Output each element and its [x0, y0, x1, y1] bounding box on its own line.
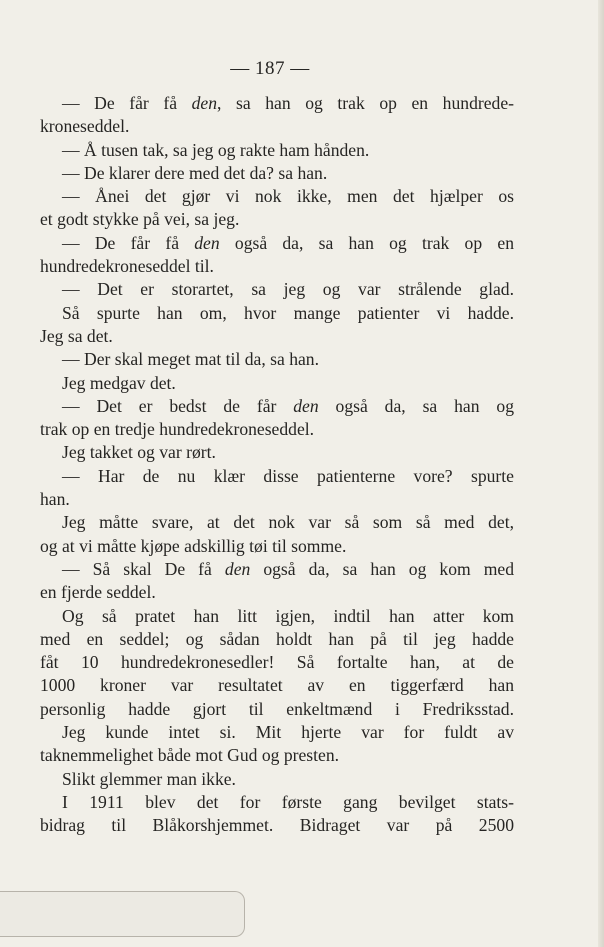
italic-text: den	[191, 93, 218, 113]
text-segment: — De får få	[62, 232, 195, 253]
text-segment: — De klarer dere med det da? sa han.	[62, 162, 328, 183]
text-line	[40, 488, 514, 511]
text-segment: hundredekroneseddel til.	[40, 256, 214, 277]
text-segment: også da, sa han og	[318, 395, 514, 416]
text-line	[40, 511, 514, 534]
italic-text: den	[224, 558, 251, 579]
text-line	[40, 628, 514, 651]
library-label	[0, 891, 245, 937]
text-line	[40, 395, 514, 418]
text-segment: en fjerde seddel.	[40, 582, 156, 603]
text-segment: — Ånei det gjør vi nok ikke, men det hjælper os	[62, 186, 514, 207]
text-line	[40, 721, 514, 744]
text-segment: fåt 10 hundredekronesedler! Så fortalte han, at de	[40, 652, 514, 673]
text-segment: Jeg måtte svare, at det nok var så som så med det,	[62, 512, 514, 533]
text-line	[40, 348, 514, 371]
text-segment: — Å tusen tak, sa jeg og rakte ham hånden.	[62, 139, 370, 160]
page-edge	[598, 0, 604, 947]
text-segment: personlig hadde gjort til enkeltmænd i Fredriksstad.	[40, 698, 514, 719]
text-segment: trak op en tredje hundredekroneseddel.	[40, 419, 315, 440]
body-text	[40, 92, 514, 838]
italic-text: den	[293, 395, 319, 416]
text-line	[40, 674, 514, 697]
text-segment: og at vi måtte kjøpe adskillig tøi til somme.	[40, 535, 347, 556]
text-line	[40, 139, 514, 162]
text-line	[40, 651, 514, 674]
text-segment: Jeg takket og var rørt.	[62, 442, 216, 463]
text-segment: — De får få	[62, 93, 192, 113]
text-line	[40, 372, 514, 395]
text-line	[40, 441, 514, 464]
text-line	[40, 418, 514, 441]
text-segment: 1000 kroner var resultatet av en tiggerfærd han	[40, 675, 514, 696]
text-segment: Jeg sa det.	[40, 325, 113, 346]
text-segment: I 1911 blev det for første gang bevilget stats-	[62, 791, 514, 812]
text-line	[40, 814, 514, 837]
text-segment: — Det er bedst de får	[62, 395, 294, 416]
text-segment: Så spurte han om, hvor mange patienter vi hadde.	[62, 302, 514, 323]
text-segment: — Så skal De få	[62, 558, 225, 579]
text-line	[40, 255, 514, 278]
text-line	[40, 791, 514, 814]
text-line	[40, 278, 514, 301]
text-segment: også da, sa han og trak op en	[219, 232, 514, 253]
text-line	[40, 605, 514, 628]
text-line	[40, 115, 514, 138]
text-segment: bidrag til Blåkorshjemmet. Bidraget var på 2500	[40, 815, 514, 836]
text-line	[40, 325, 514, 348]
text-segment: et godt stykke på vei, sa jeg.	[40, 209, 240, 230]
text-line	[40, 302, 514, 325]
text-segment: Og så pratet han litt igjen, indtil han atter kom	[62, 605, 514, 626]
text-segment: Slikt glemmer man ikke.	[62, 768, 236, 789]
text-segment: — Det er storartet, sa jeg og var strålende glad.	[62, 279, 514, 300]
text-line	[40, 465, 514, 488]
text-segment: også da, sa han og kom med	[250, 558, 515, 579]
page-number: — 187 —	[230, 58, 310, 79]
text-segment: taknemmelighet både mot Gud og presten.	[40, 745, 340, 766]
text-line	[40, 768, 514, 791]
text-line	[40, 558, 514, 581]
text-line	[40, 92, 514, 115]
text-line	[40, 744, 514, 767]
text-segment: med en seddel; og sådan holdt han på til jeg hadde	[40, 628, 514, 649]
text-segment: Jeg kunde intet si. Mit hjerte var for fuldt av	[62, 722, 514, 743]
text-segment: , sa han og trak op en hundrede-	[217, 93, 514, 113]
text-segment: — Har de nu klær disse patienterne vore? spurte	[62, 465, 514, 486]
text-segment: kroneseddel.	[40, 116, 130, 137]
text-line	[40, 581, 514, 604]
text-line	[40, 535, 514, 558]
text-segment: han.	[40, 489, 70, 510]
text-line	[40, 185, 514, 208]
text-line	[40, 698, 514, 721]
text-segment: — Der skal meget mat til da, sa han.	[62, 349, 319, 370]
text-segment: Jeg medgav det.	[62, 372, 176, 393]
italic-text: den	[194, 232, 220, 253]
text-line	[40, 162, 514, 185]
text-line	[40, 232, 514, 255]
text-line	[40, 208, 514, 231]
